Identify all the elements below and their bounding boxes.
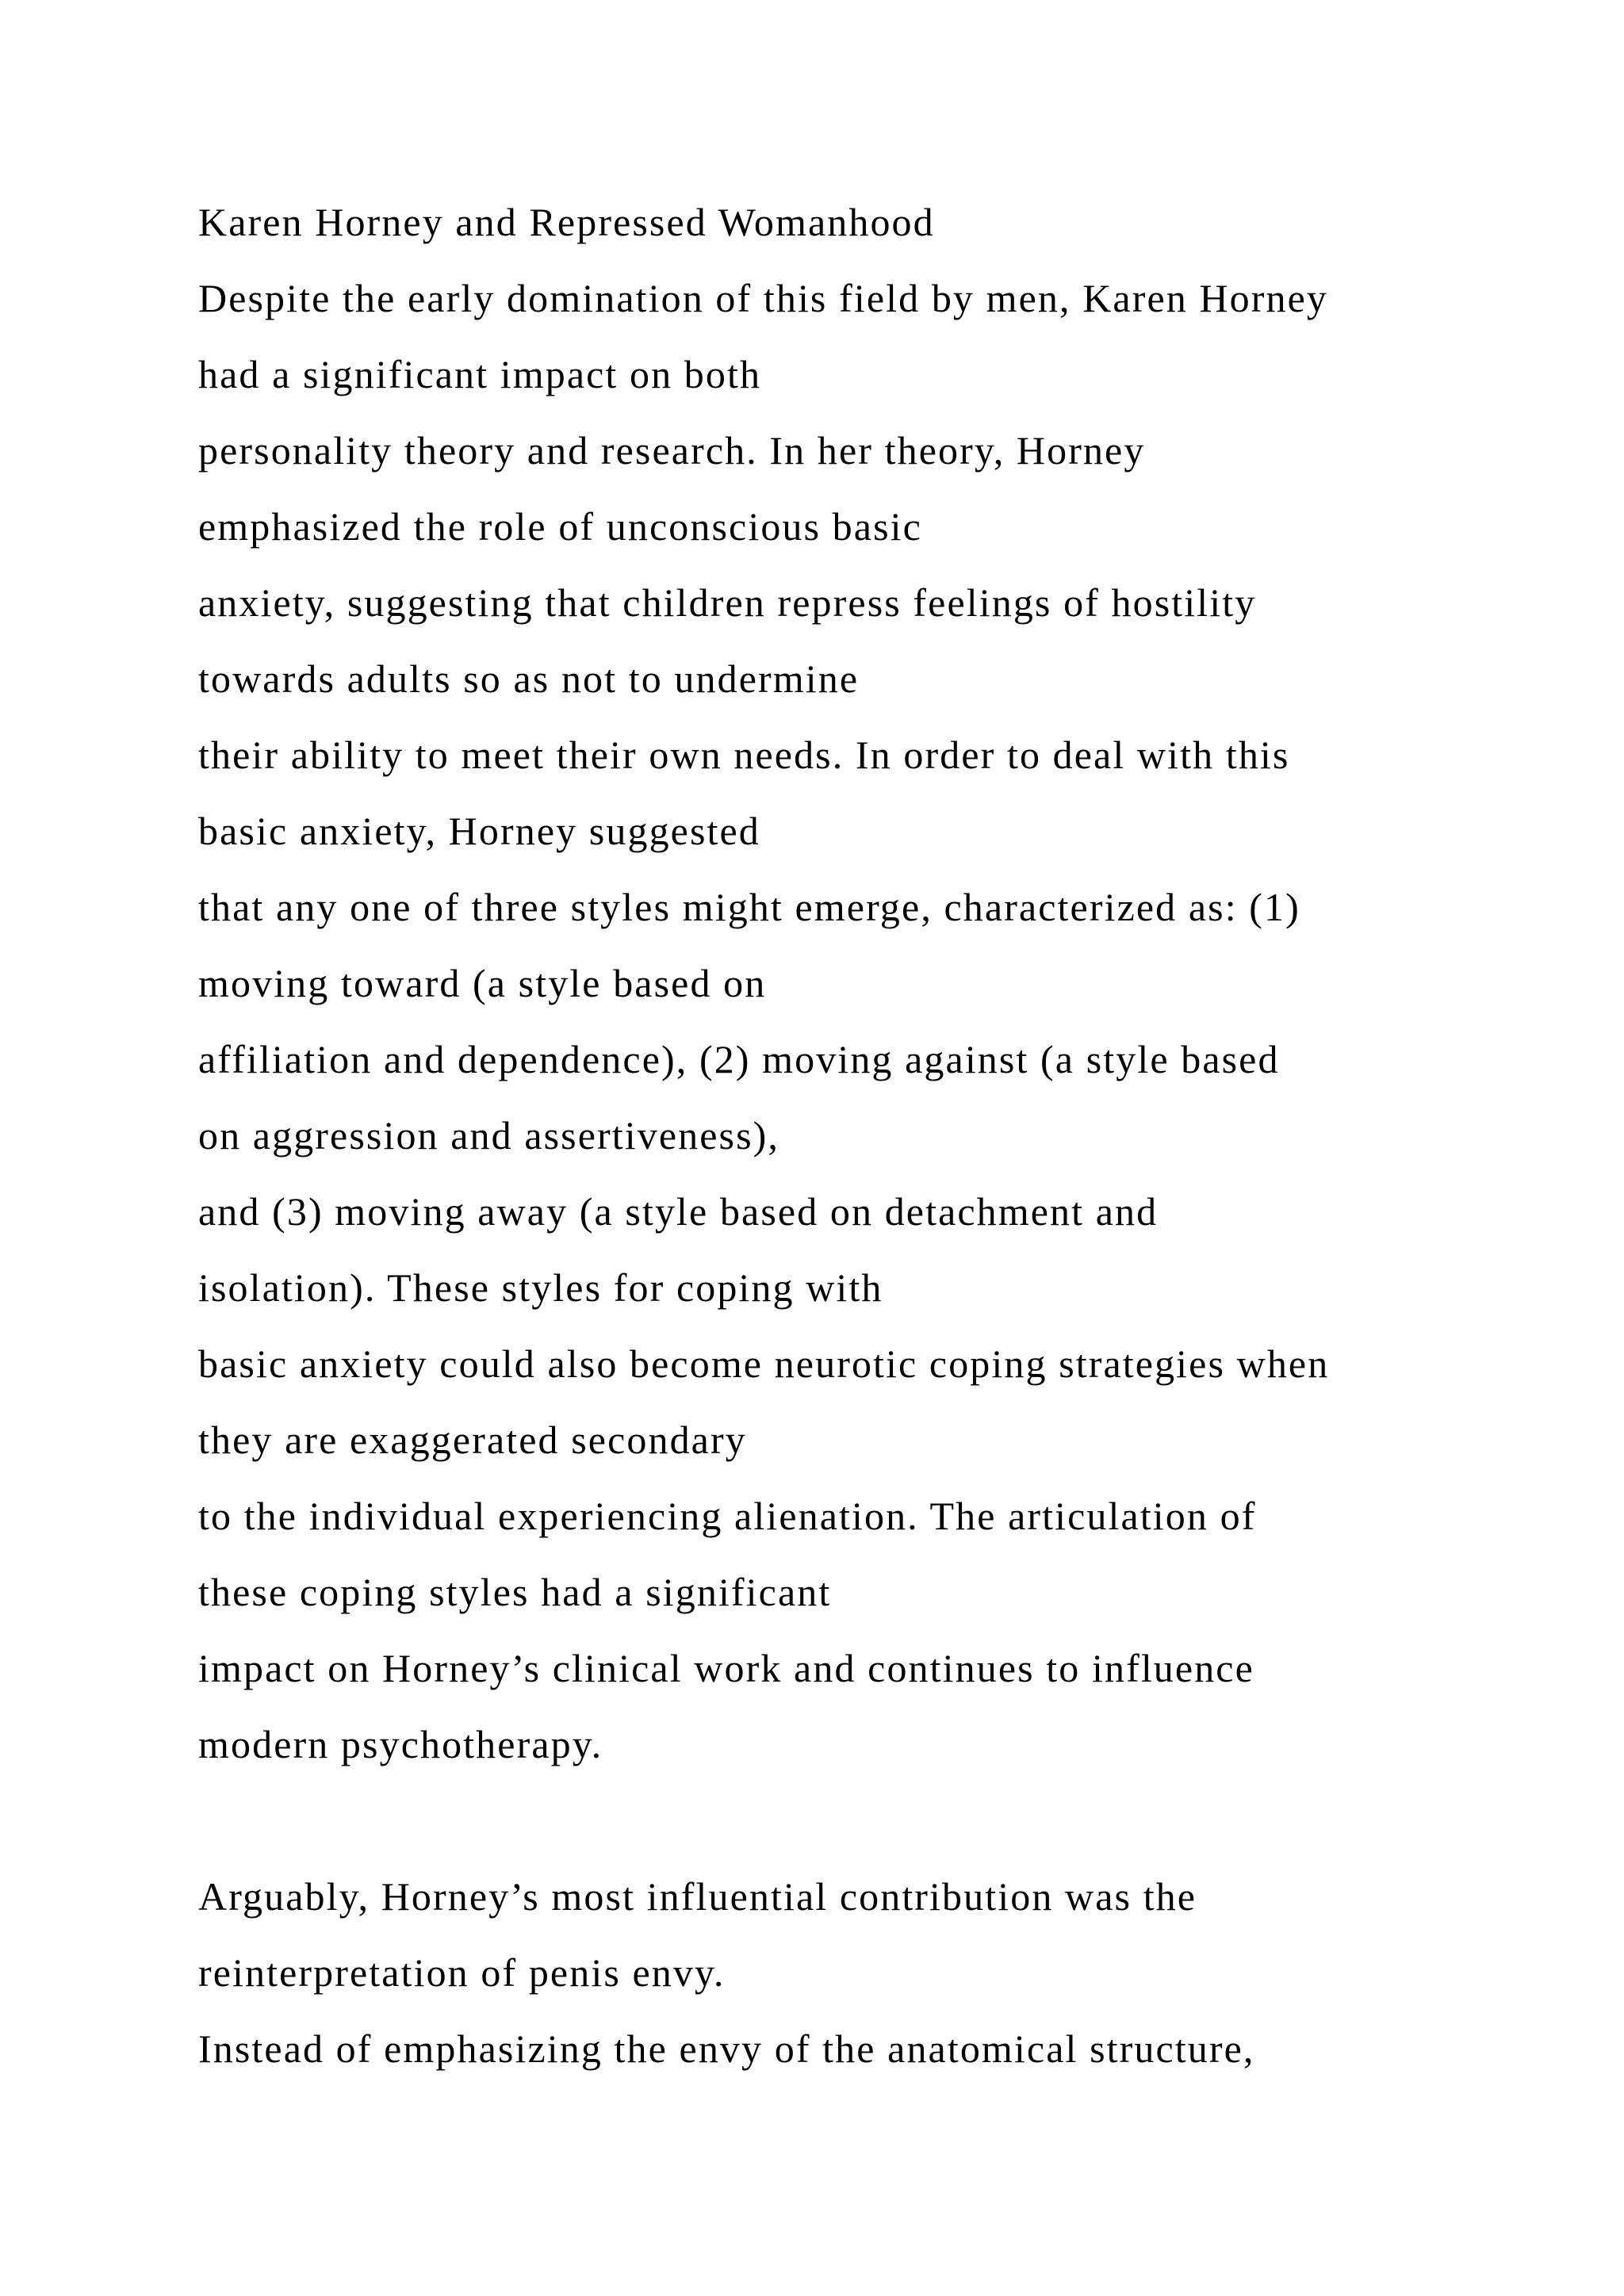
- text-line: isolation). These styles for coping with: [198, 1265, 883, 1310]
- text-line: emphasized the role of unconscious basic: [198, 504, 922, 549]
- text-line: moving toward (a style based on: [198, 961, 767, 1005]
- text-line: their ability to meet their own needs. In order to deal with this: [198, 733, 1290, 777]
- text-line: impact on Horney’s clinical work and continues to influence: [198, 1646, 1254, 1690]
- paragraph-2: [198, 1858, 1546, 2087]
- text-line: Arguably, Horney’s most influential contribution was the: [198, 1874, 1197, 1919]
- text-line: to the individual experiencing alienation. The articulation of: [198, 1494, 1257, 1538]
- text-line: and (3) moving away (a style based on detachment and: [198, 1189, 1159, 1234]
- text-line: anxiety, suggesting that children repress feelings of hostility: [198, 580, 1257, 625]
- text-line: they are exaggerated secondary: [198, 1418, 747, 1462]
- text-line: Despite the early domination of this field by men, Karen Horney: [198, 276, 1328, 320]
- text-line: on aggression and assertiveness),: [198, 1113, 780, 1158]
- text-line: these coping styles had a significant: [198, 1570, 832, 1614]
- text-line: personality theory and research. In her theory, Horney: [198, 428, 1146, 473]
- document-body: [198, 184, 1546, 2087]
- text-line: basic anxiety, Horney suggested: [198, 809, 760, 853]
- text-line: affiliation and dependence), (2) moving against (a style based: [198, 1037, 1280, 1081]
- paragraph-spacer: [198, 1782, 1546, 1858]
- text-line: towards adults so as not to undermine: [198, 656, 860, 701]
- text-line: reinterpretation of penis envy.: [198, 1950, 726, 1995]
- document-title: Karen Horney and Repressed Womanhood: [198, 200, 935, 244]
- text-line: that any one of three styles might emerge, characterized as: (1): [198, 885, 1300, 929]
- text-line: had a significant impact on both: [198, 352, 762, 396]
- text-line: Instead of emphasizing the envy of the anatomical structure,: [198, 2026, 1255, 2071]
- text-line: basic anxiety could also become neurotic coping strategies when: [198, 1341, 1330, 1386]
- paragraph-1: [198, 260, 1546, 1782]
- text-line: modern psychotherapy.: [198, 1722, 603, 1766]
